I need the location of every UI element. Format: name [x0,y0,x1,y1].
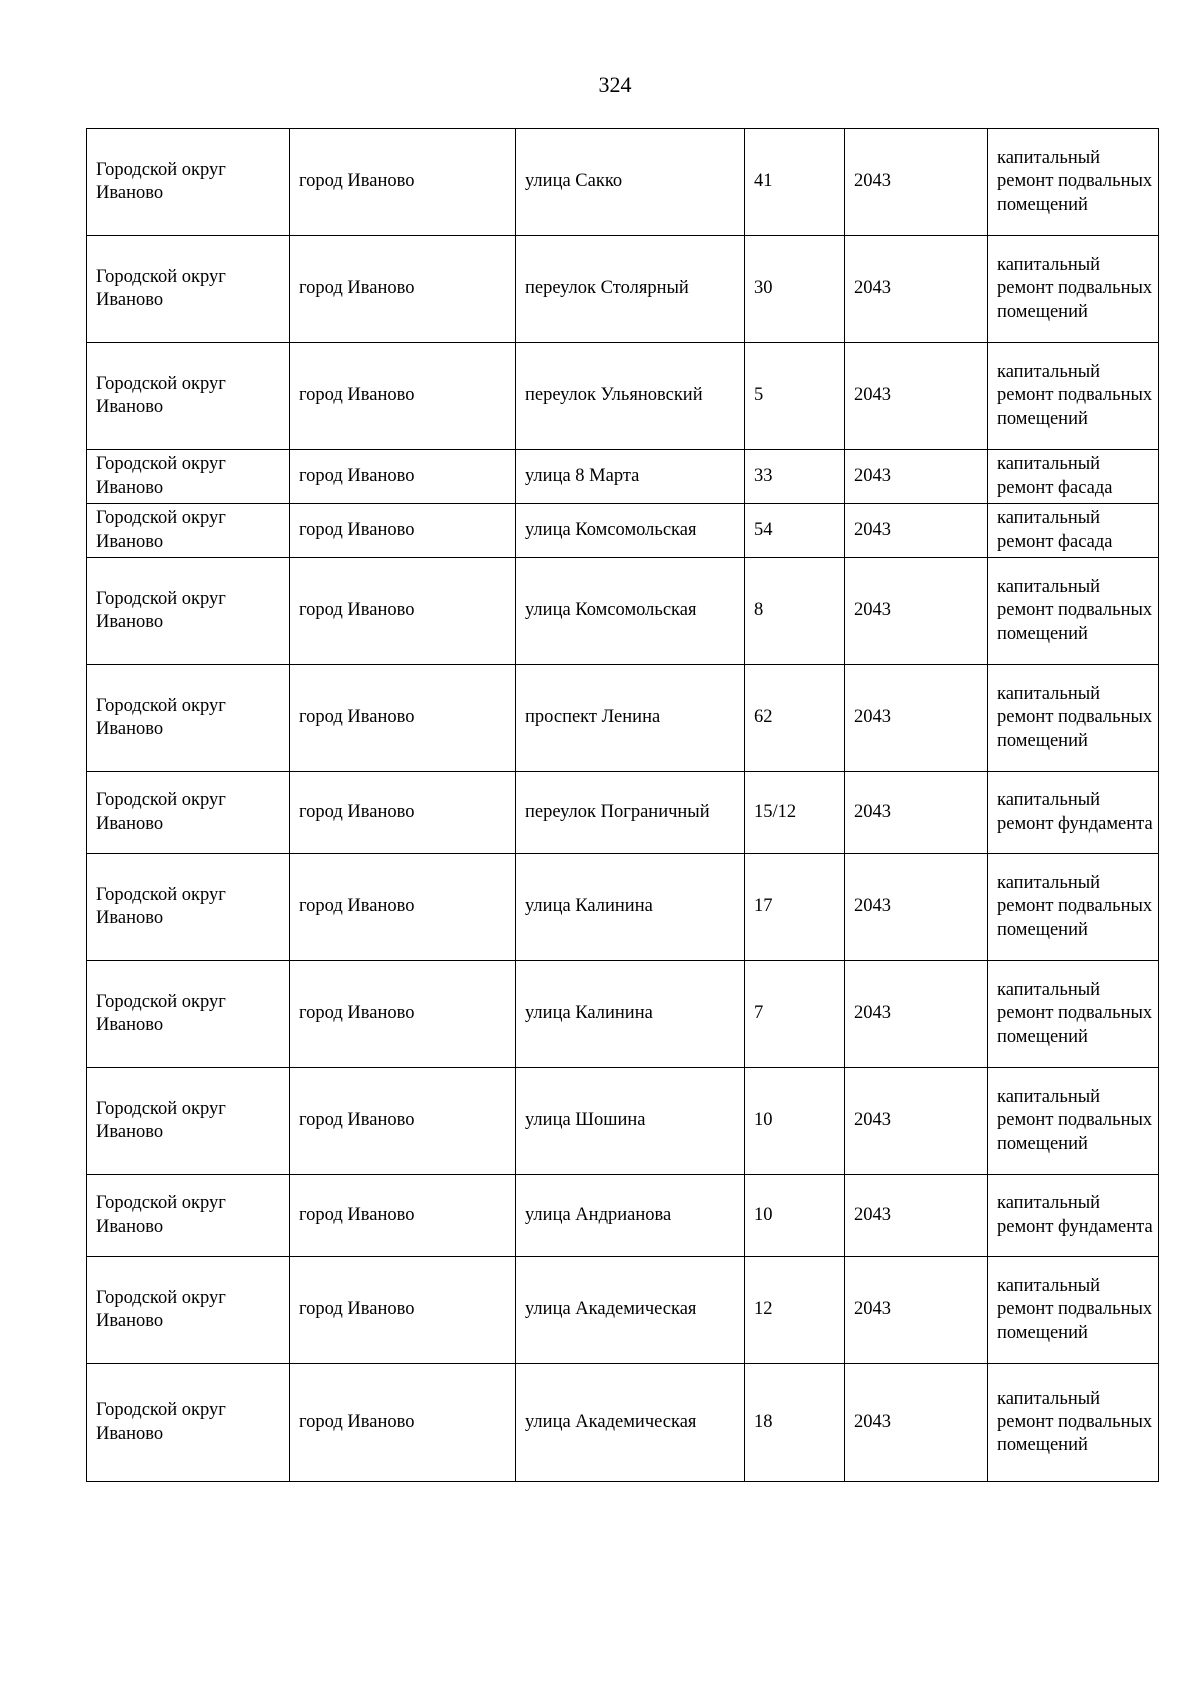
house-number-cell: 18 [745,1364,845,1482]
municipality-cell: Городской округ Иваново [87,1068,290,1175]
municipality-cell: Городской округ Иваново [87,1257,290,1364]
settlement-cell: город Иваново [290,504,516,558]
settlement-cell: город Иваново [290,1175,516,1257]
table-row [87,129,1159,236]
municipality-cell: Городской округ Иваново [87,450,290,504]
work-type-cell: капитальный ремонт подвальных помещений [988,129,1159,236]
house-number-cell: 7 [745,961,845,1068]
table-row [87,504,1159,558]
street-cell: улица Шошина [516,1068,745,1175]
year-cell: 2043 [845,665,988,772]
municipality-cell: Городской округ Иваново [87,665,290,772]
municipality-cell: Городской округ Иваново [87,129,290,236]
table-row [87,665,1159,772]
municipality-cell: Городской округ Иваново [87,504,290,558]
work-type-cell: капитальный ремонт подвальных помещений [988,558,1159,665]
house-number-cell: 5 [745,343,845,450]
street-cell: улица Сакко [516,129,745,236]
street-cell: переулок Ульяновский [516,343,745,450]
year-cell: 2043 [845,961,988,1068]
table-row [87,961,1159,1068]
repair-schedule-table [86,128,1159,1482]
table-row [87,450,1159,504]
municipality-cell: Городской округ Иваново [87,236,290,343]
work-type-cell: капитальный ремонт подвальных помещений [988,343,1159,450]
street-cell: улица Калинина [516,854,745,961]
page-number: 324 [598,72,632,97]
settlement-cell: город Иваново [290,236,516,343]
settlement-cell: город Иваново [290,961,516,1068]
settlement-cell: город Иваново [290,450,516,504]
settlement-cell: город Иваново [290,772,516,854]
year-cell: 2043 [845,1175,988,1257]
house-number-cell: 17 [745,854,845,961]
settlement-cell: город Иваново [290,1068,516,1175]
work-type-cell: капитальный ремонт подвальных помещений [988,665,1159,772]
year-cell: 2043 [845,558,988,665]
year-cell: 2043 [845,236,988,343]
street-cell: улица Комсомольская [516,504,745,558]
street-cell: улица Академическая [516,1257,745,1364]
table-row [87,854,1159,961]
table-row [87,1257,1159,1364]
settlement-cell: город Иваново [290,343,516,450]
street-cell: переулок Столярный [516,236,745,343]
year-cell: 2043 [845,772,988,854]
year-cell: 2043 [845,1068,988,1175]
house-number-cell: 10 [745,1068,845,1175]
work-type-cell: капитальный ремонт подвальных помещений [988,961,1159,1068]
municipality-cell: Городской округ Иваново [87,961,290,1068]
settlement-cell: город Иваново [290,129,516,236]
year-cell: 2043 [845,1364,988,1482]
municipality-cell: Городской округ Иваново [87,558,290,665]
street-cell: переулок Пограничный [516,772,745,854]
house-number-cell: 33 [745,450,845,504]
house-number-cell: 62 [745,665,845,772]
house-number-cell: 30 [745,236,845,343]
year-cell: 2043 [845,343,988,450]
work-type-cell: капитальный ремонт фундамента [988,772,1159,854]
street-cell: улица Калинина [516,961,745,1068]
work-type-cell: капитальный ремонт подвальных помещений [988,236,1159,343]
street-cell: улица Комсомольская [516,558,745,665]
house-number-cell: 12 [745,1257,845,1364]
table-row [87,558,1159,665]
municipality-cell: Городской округ Иваново [87,772,290,854]
table-row [87,772,1159,854]
municipality-cell: Городской округ Иваново [87,343,290,450]
work-type-cell: капитальный ремонт подвальных помещений [988,1068,1159,1175]
street-cell: улица 8 Марта [516,450,745,504]
house-number-cell: 15/12 [745,772,845,854]
year-cell: 2043 [845,129,988,236]
work-type-cell: капитальный ремонт подвальных помещений [988,1257,1159,1364]
work-type-cell: капитальный ремонт подвальных помещений [988,854,1159,961]
municipality-cell: Городской округ Иваново [87,1175,290,1257]
house-number-cell: 41 [745,129,845,236]
year-cell: 2043 [845,854,988,961]
table-row [87,236,1159,343]
street-cell: проспект Ленина [516,665,745,772]
house-number-cell: 54 [745,504,845,558]
year-cell: 2043 [845,450,988,504]
settlement-cell: город Иваново [290,854,516,961]
work-type-cell: капитальный ремонт фундамента [988,1175,1159,1257]
street-cell: улица Академическая [516,1364,745,1482]
settlement-cell: город Иваново [290,665,516,772]
work-type-cell: капитальный ремонт фасада [988,504,1159,558]
table-row [87,1068,1159,1175]
house-number-cell: 8 [745,558,845,665]
table-row [87,1364,1159,1482]
settlement-cell: город Иваново [290,1364,516,1482]
year-cell: 2043 [845,1257,988,1364]
work-type-cell: капитальный ремонт фасада [988,450,1159,504]
street-cell: улица Андрианова [516,1175,745,1257]
settlement-cell: город Иваново [290,1257,516,1364]
settlement-cell: город Иваново [290,558,516,665]
house-number-cell: 10 [745,1175,845,1257]
work-type-cell: капитальный ремонт подвальных помещений [988,1364,1159,1482]
table-body [87,129,1159,1482]
table-row [87,343,1159,450]
municipality-cell: Городской округ Иваново [87,854,290,961]
municipality-cell: Городской округ Иваново [87,1364,290,1482]
year-cell: 2043 [845,504,988,558]
table-row [87,1175,1159,1257]
